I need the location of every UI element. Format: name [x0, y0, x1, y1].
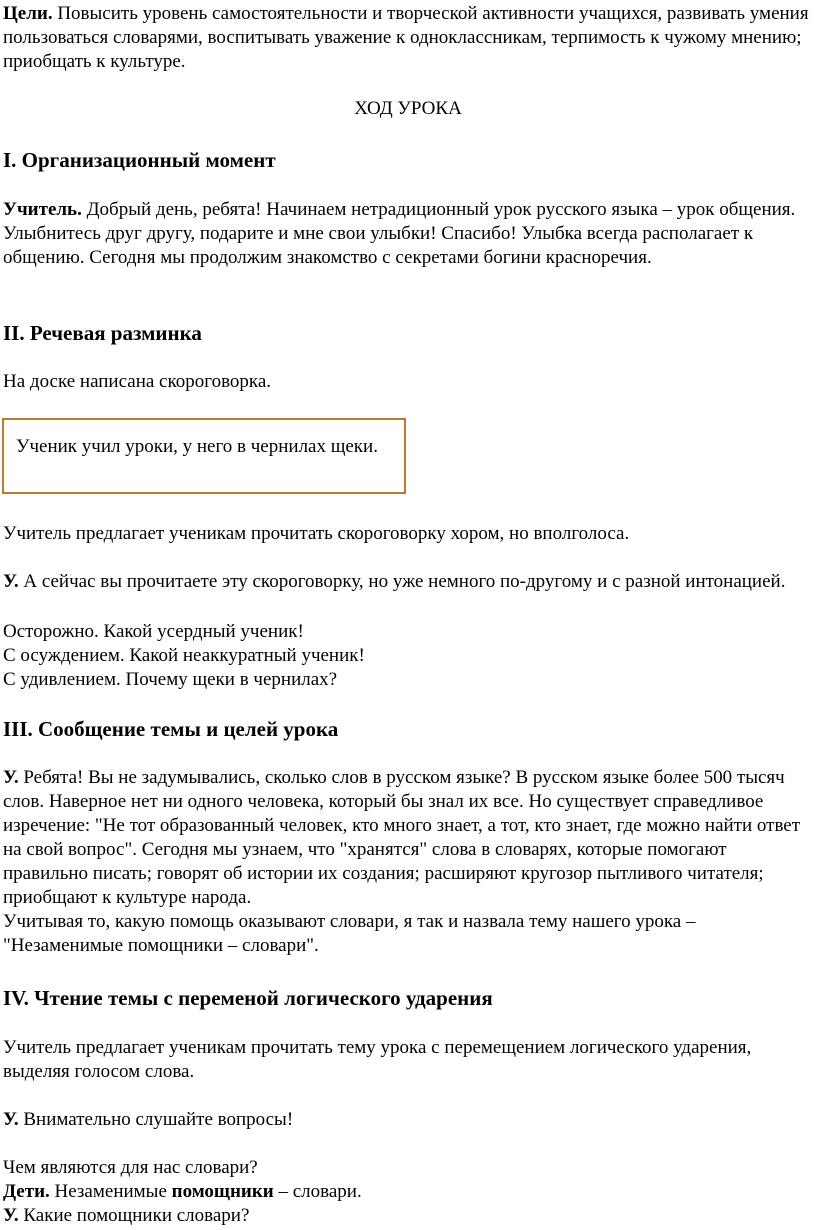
section-3-speaker: У.	[3, 767, 19, 788]
section-2-speaker: У.	[3, 571, 19, 592]
lesson-heading: ХОД УРОКА	[354, 98, 462, 119]
section-1-text: Добрый день, ребята! Начинаем нетрадиционный урок русского языка – урок общения. Улыбнитесь друг другу, подарите и мне свои улыбки! Спасибо! Улыбка всегда располагает к общению. Сегодня мы продолжим знакомство с секретами богини красноречия.	[3, 199, 796, 268]
intonation-line-1: Осторожно. Какой усердный ученик!	[3, 621, 304, 642]
section-3-text: Ребята! Вы не задумывались, сколько слов в русском языке? В русском языке более 500 тысяч слов. Наверное нет ни одного человека, который бы знал их все. Но существует справедливое изречение: "Не тот образованный человек, кто много знает, а тот, кто знает, где можно найти ответ на свой вопрос". Сегодня мы узнаем, что "хранятся" слова в словарях, которые помогают правильно писать; говорят об истории их создания; расширяют кругозор пытливого читателя; приобщают к культуре народа.	[3, 767, 801, 908]
goals-paragraph	[3, 2, 816, 74]
kids-label: Дети.	[3, 1181, 50, 1202]
question-2	[3, 1204, 816, 1228]
question-1: Чем являются для нас словари?	[3, 1157, 258, 1178]
tongue-twister-text: Ученик учил уроки, у него в чернилах щеки.	[16, 436, 378, 457]
section-4-speaker: У.	[3, 1109, 19, 1130]
section-4-title: IV. Чтение темы с переменой логического ударения	[3, 986, 493, 1010]
section-3-paragraph	[3, 766, 816, 910]
section-3-title: III. Сообщение темы и целей урока	[3, 717, 339, 741]
section-1-title: I. Организационный момент	[3, 148, 276, 172]
section-4-text: Внимательно слушайте вопросы!	[18, 1109, 294, 1130]
section-2-text: А сейчас вы прочитаете эту скороговорку, но уже немного по-другому и с разной интонацией.	[18, 571, 786, 592]
kids-bold-word: помощники	[171, 1181, 274, 1202]
section-4-paragraph	[3, 1108, 816, 1132]
section-2-after-box: Учитель предлагает ученикам прочитать скороговорку хором, но вполголоса.	[3, 523, 630, 544]
kids-answer	[3, 1180, 816, 1204]
question-2-text: Какие помощники словари?	[18, 1205, 250, 1226]
kids-pre: Незаменимые	[49, 1181, 172, 1202]
section-1-speaker: Учитель.	[3, 199, 82, 220]
goals-label: Цели.	[3, 3, 53, 24]
kids-post: – словари.	[273, 1181, 362, 1202]
section-3-paragraph-2: Учитывая то, какую помощь оказывают словари, я так и назвала тему нашего урока – "Незаменимые помощники – словари".	[3, 911, 696, 956]
intonation-line-3: С удивлением. Почему щеки в чернилах?	[3, 669, 338, 690]
question-2-speaker: У.	[3, 1205, 19, 1226]
section-2-intro: На доске написана скороговорка.	[3, 371, 272, 392]
section-4-intro: Учитель предлагает ученикам прочитать тему урока с перемещением логического ударения, выделяя голосом слова.	[3, 1037, 752, 1082]
tongue-twister-box	[2, 418, 406, 494]
intonation-line-2: С осуждением. Какой неаккуратный ученик!	[3, 645, 365, 666]
section-2-title: II. Речевая разминка	[3, 321, 202, 345]
goals-text: Повысить уровень самостоятельности и творческой активности учащихся, развивать умения пользоваться словарями, воспитывать уважение к одноклассникам, терпимость к чужому мнению; приобщать к культуре.	[3, 3, 809, 72]
section-1-paragraph	[3, 198, 816, 270]
section-2-paragraph	[3, 570, 816, 594]
